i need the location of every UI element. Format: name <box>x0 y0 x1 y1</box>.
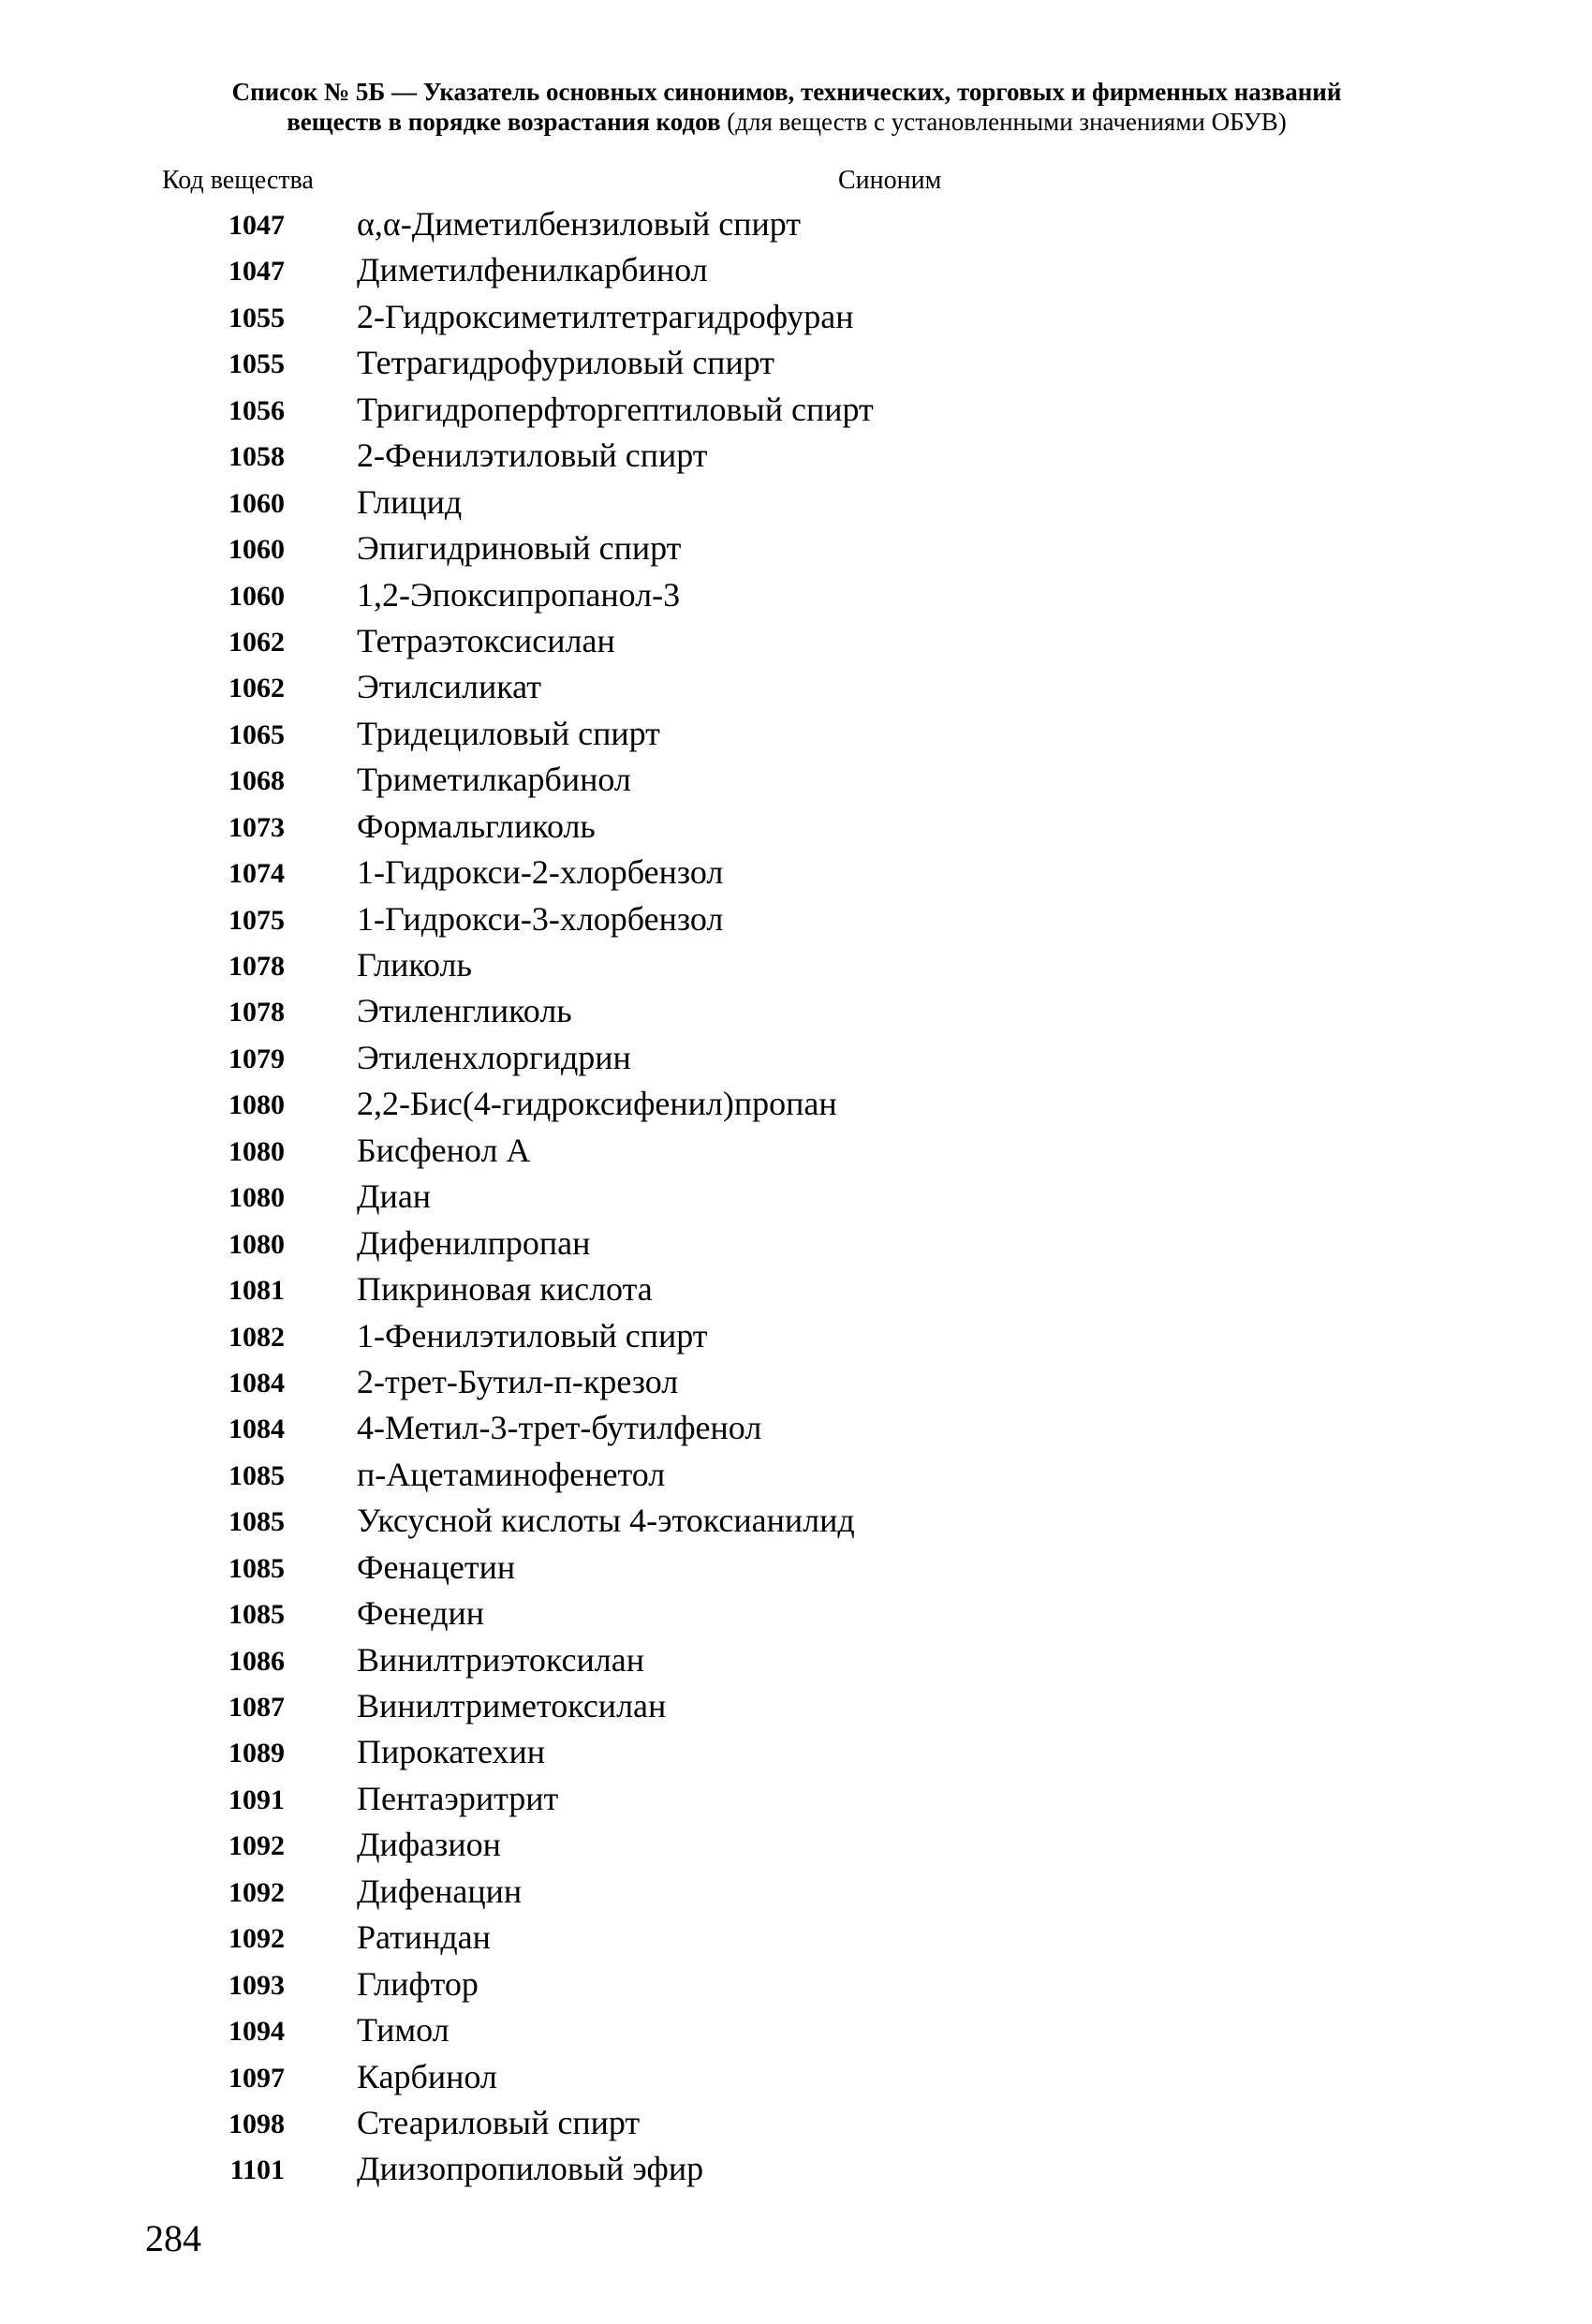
list-item <box>0 1684 1592 1730</box>
list-item <box>0 481 1592 526</box>
list-item <box>0 1267 1592 1313</box>
substance-code: 1084 <box>228 1414 285 1445</box>
synonym-text: Тригидроперфторгептиловый спирт <box>357 390 874 428</box>
list-item <box>0 1962 1592 2008</box>
list-item <box>0 573 1592 619</box>
substance-code: 1098 <box>228 2108 285 2139</box>
substance-code: 1094 <box>228 2016 285 2048</box>
synonym-text: Дифенацин <box>357 1872 523 1910</box>
substance-code: 1085 <box>228 1599 285 1631</box>
synonym-text: Карбинол <box>357 2057 497 2095</box>
list-item <box>0 2055 1592 2101</box>
synonym-text: Тимол <box>357 2011 450 2050</box>
synonym-text: Пентаэритрит <box>357 1779 559 1817</box>
synonym-text: 1,2-Эпоксипропанол-3 <box>357 575 681 614</box>
list-item <box>0 2101 1592 2147</box>
substance-code: 1060 <box>228 580 285 612</box>
page-title <box>150 77 1423 137</box>
list-item <box>0 851 1592 896</box>
substance-code: 1047 <box>228 256 285 288</box>
substance-code: 1060 <box>228 487 285 519</box>
list-item <box>0 758 1592 804</box>
synonym-text: 2-Гидроксиметилтетрагидрофуран <box>357 297 854 335</box>
synonym-text: Глифтор <box>357 1964 479 2003</box>
list-item <box>0 619 1592 665</box>
synonym-text: Диметилфенилкарбинол <box>357 251 708 289</box>
synonym-text: Этиленгликоль <box>357 992 572 1030</box>
synonym-text: 2-Фенилэтиловый спирт <box>357 437 708 475</box>
synonym-text: п-Ацетаминофенетол <box>357 1455 666 1493</box>
list-item <box>0 248 1592 294</box>
substance-code: 1085 <box>228 1459 285 1491</box>
synonym-text: Тетрагидрофуриловый спирт <box>357 344 774 382</box>
list-item <box>0 202 1592 248</box>
synonym-text: Тридециловый спирт <box>357 714 660 752</box>
substance-code: 1084 <box>228 1367 285 1399</box>
substance-code: 1055 <box>228 348 285 380</box>
title-line-2-bold: веществ в порядке возрастания кодов <box>287 108 721 136</box>
synonym-text: Пирокатехин <box>357 1733 546 1771</box>
substance-code: 1082 <box>228 1321 285 1353</box>
synonym-text: Ратиндан <box>357 1918 491 1957</box>
substance-code: 1075 <box>228 904 285 936</box>
substance-code: 1087 <box>228 1692 285 1723</box>
list-item <box>0 712 1592 758</box>
substance-code: 1097 <box>228 2062 285 2094</box>
substance-code: 1073 <box>228 811 285 843</box>
list-item <box>0 1360 1592 1406</box>
list-item <box>0 1453 1592 1499</box>
synonym-text: Диан <box>357 1177 432 1216</box>
substance-code: 1079 <box>228 1043 285 1074</box>
list-item <box>0 1499 1592 1545</box>
substance-code: 1065 <box>228 718 285 750</box>
list-item <box>0 665 1592 711</box>
list-item <box>0 989 1592 1035</box>
synonym-text: Гликоль <box>357 946 472 984</box>
list-item <box>0 434 1592 480</box>
substance-code: 1093 <box>228 1969 285 2001</box>
synonym-text: Этиленхлоргидрин <box>357 1038 631 1076</box>
substance-code: 1080 <box>228 1135 285 1167</box>
synonym-text: Стеариловый спирт <box>357 2103 641 2141</box>
synonym-text: Диизопропиловый эфир <box>357 2150 704 2188</box>
substance-code: 1078 <box>228 951 285 982</box>
substance-code: 1047 <box>228 210 285 241</box>
synonym-text: Триметилкарбинол <box>357 761 631 799</box>
synonym-text: Эпигидриновый спирт <box>357 529 682 568</box>
list-item <box>0 1591 1592 1637</box>
synonym-text: Бисфенол А <box>357 1131 531 1169</box>
substance-code: 1062 <box>228 673 285 704</box>
synonym-text: Этилсиликат <box>357 668 541 706</box>
synonym-list <box>0 202 1592 2194</box>
substance-code: 1068 <box>228 765 285 797</box>
substance-code: 1056 <box>228 394 285 426</box>
synonym-text: 4-Метил-3-трет-бутилфенол <box>357 1409 762 1447</box>
substance-code: 1092 <box>228 1923 285 1955</box>
synonym-text: 2-трет-Бутил-п-крезол <box>357 1362 679 1400</box>
synonym-text: Формальгликоль <box>357 807 596 845</box>
list-item <box>0 526 1592 572</box>
synonym-text: Фенацетин <box>357 1547 516 1586</box>
substance-code: 1074 <box>228 858 285 890</box>
synonym-text: Винилтриэтоксилан <box>357 1640 644 1679</box>
substance-code: 1080 <box>228 1182 285 1214</box>
list-item <box>0 1916 1592 1961</box>
column-header-code: Код вещества <box>162 166 314 195</box>
list-item <box>0 388 1592 434</box>
list-item <box>0 897 1592 943</box>
list-item <box>0 1036 1592 1082</box>
substance-code: 1062 <box>228 626 285 658</box>
substance-code: 1092 <box>228 1876 285 1908</box>
substance-code: 1086 <box>228 1645 285 1677</box>
list-item <box>0 1730 1592 1776</box>
synonym-text: 1-Гидрокси-3-хлорбензол <box>357 899 724 938</box>
list-item <box>0 1082 1592 1128</box>
synonym-text: Тетраэтоксисилан <box>357 621 615 659</box>
synonym-text: Уксусной кислоты 4-этоксианилид <box>357 1502 855 1540</box>
substance-code: 1080 <box>228 1228 285 1260</box>
substance-code: 1085 <box>228 1552 285 1584</box>
list-item <box>0 1777 1592 1823</box>
synonym-text: Дифазион <box>357 1826 501 1864</box>
substance-code: 1101 <box>229 2154 285 2186</box>
list-item <box>0 1870 1592 1916</box>
substance-code: 1091 <box>228 1784 285 1815</box>
synonym-text: 2,2-Бис(4-гидроксифенил)пропан <box>357 1085 837 1123</box>
list-item <box>0 295 1592 341</box>
list-item <box>0 1406 1592 1452</box>
list-item <box>0 1314 1592 1360</box>
substance-code: 1081 <box>228 1275 285 1307</box>
synonym-text: Дифенилпропан <box>357 1223 591 1262</box>
substance-code: 1089 <box>228 1738 285 1769</box>
list-item <box>0 1221 1592 1267</box>
substance-code: 1092 <box>228 1830 285 1862</box>
list-item <box>0 1546 1592 1591</box>
synonym-text: Пикриновая кислота <box>357 1270 653 1309</box>
list-item <box>0 1175 1592 1221</box>
list-item <box>0 1823 1592 1869</box>
list-item <box>0 2147 1592 2193</box>
substance-code: 1055 <box>228 302 285 333</box>
list-item <box>0 341 1592 387</box>
substance-code: 1060 <box>228 534 285 566</box>
title-line-2-normal: (для веществ с установленными значениями ОБУВ) <box>720 108 1287 136</box>
substance-code: 1080 <box>228 1089 285 1121</box>
substance-code: 1078 <box>228 997 285 1029</box>
synonym-text: 1-Фенилэтиловый спирт <box>357 1316 708 1354</box>
synonym-text: α,α-Диметилбензиловый спирт <box>357 205 802 243</box>
list-item <box>0 943 1592 989</box>
substance-code: 1085 <box>228 1506 285 1538</box>
substance-code: 1058 <box>228 441 285 473</box>
synonym-text: Винилтриметоксилан <box>357 1687 667 1724</box>
synonym-text: Фенедин <box>357 1594 485 1633</box>
synonym-text: 1-Гидрокси-2-хлорбензол <box>357 853 724 892</box>
column-header-synonym: Синоним <box>838 166 942 195</box>
list-item <box>0 805 1592 851</box>
title-line-1: Список № 5Б — Указатель основных синонимов, технических, торговых и фирменных названий <box>231 78 1342 106</box>
page-number: 284 <box>145 2217 201 2259</box>
synonym-text: Глицид <box>357 482 463 521</box>
list-item <box>0 1638 1592 1684</box>
list-item <box>0 1129 1592 1175</box>
list-item <box>0 2008 1592 2054</box>
